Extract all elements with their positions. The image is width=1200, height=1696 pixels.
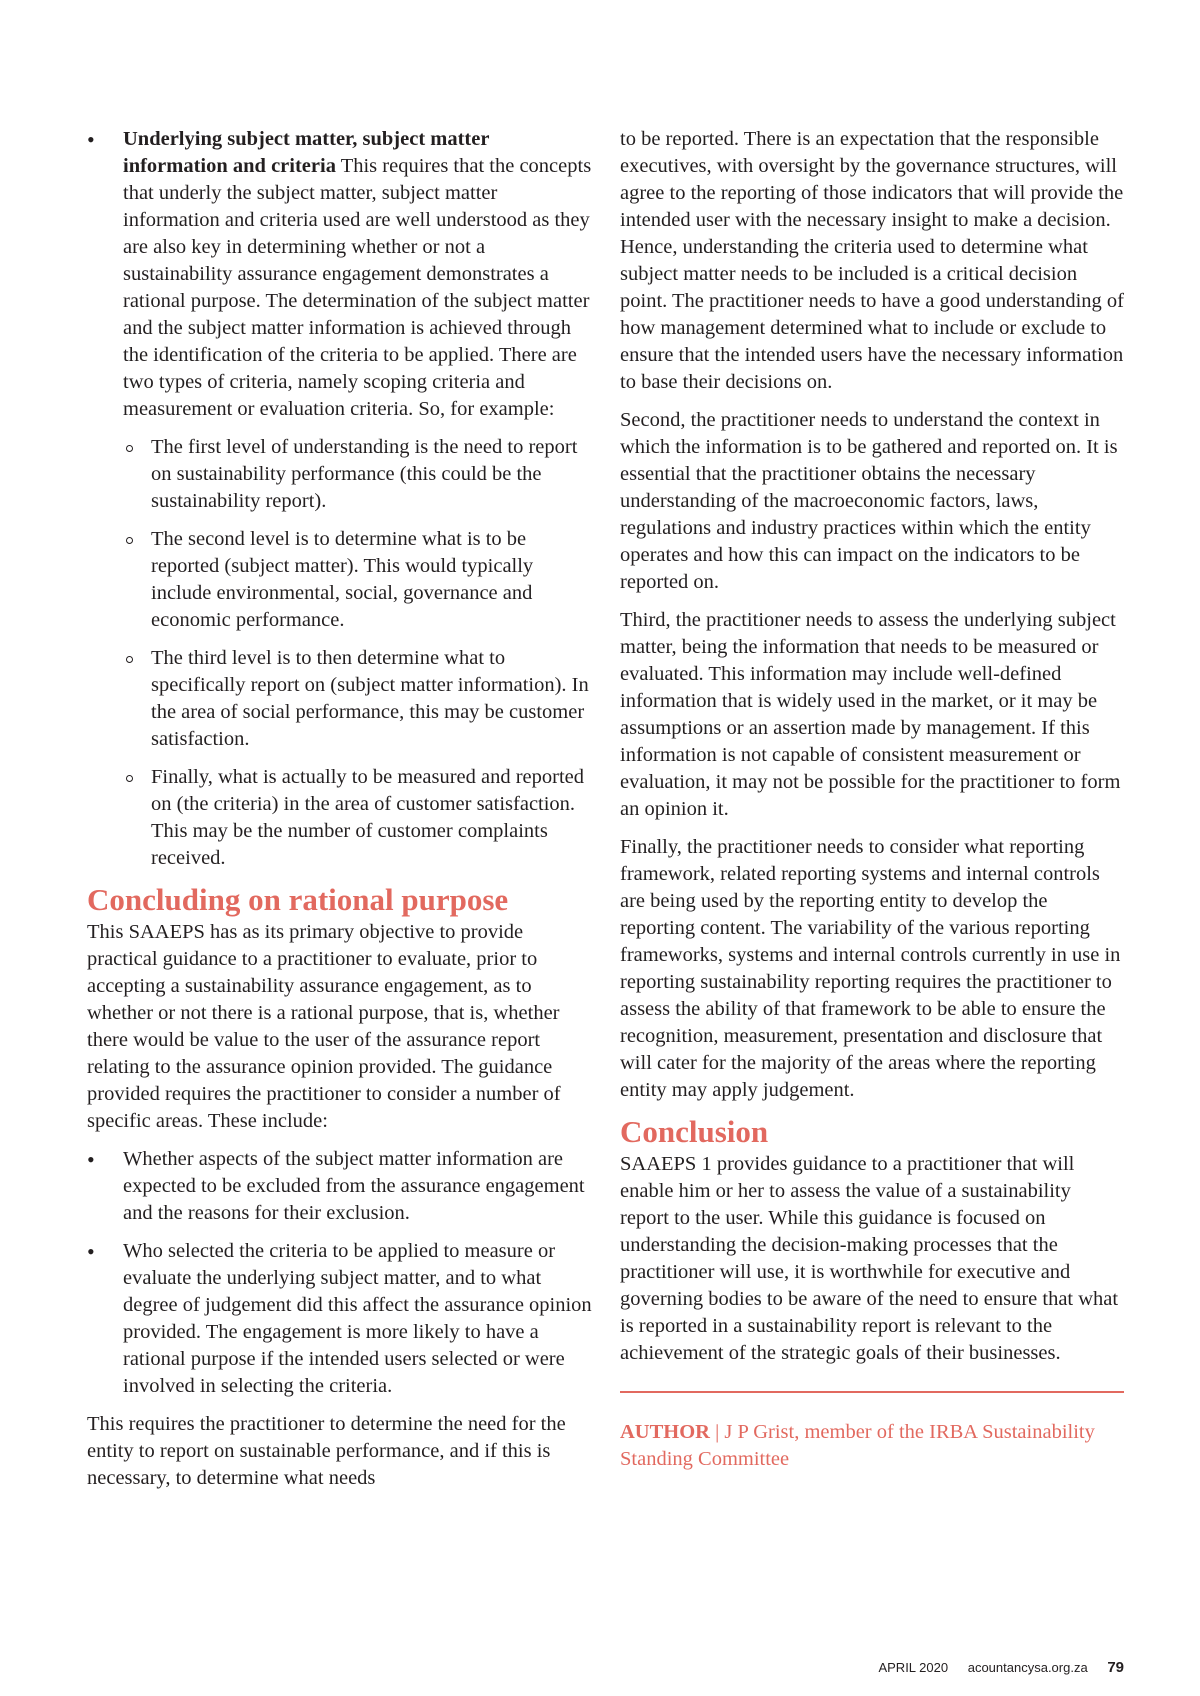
page-number: 79: [1107, 1659, 1124, 1676]
paragraph: Second, the practitioner needs to understand the context in which the information is to be gathered and reported on. It is essential that the practitioner obtains the necessary understanding of the macroeconomic factors, laws, regulations and industry practices within which the entity operates and how this can impact on the indicators to be reported on.: [620, 409, 1118, 593]
website-link[interactable]: acountancysa.org.za: [967, 1660, 1088, 1675]
paragraph: to be reported. There is an expectation that the responsible executives, with oversight by the governance structures, will agree to the reporting of those indicators that will provide the intended user with the necessary insight to make a decision. Hence, understanding the criteria used to determine what subject matter needs to be included is a critical decision point. The practitioner needs to have a good understanding of how management determined what to include or exclude to ensure that the intended users have the necessary information to base their decisions on.: [620, 128, 1125, 393]
sub-list-levels: [123, 434, 597, 872]
issue-date: APRIL 2020: [878, 1660, 949, 1675]
list-item: Finally, what is actually to be measured and reported on (the criteria) in the area of customer satisfaction. This may be the number of customer complaints received.: [123, 764, 597, 872]
right-column: [620, 126, 1124, 1473]
list-item: The first level of understanding is the need to report on sustainability performance (this could be the sustainability report).: [123, 434, 597, 515]
bullet-list-criteria: [87, 126, 597, 872]
paragraph: Third, the practitioner needs to assess the underlying subject matter, being the information that needs to be measured or evaluated. This information may include well-defined information that is widely used in the market, or it may be assumptions or an assertion made by management. If this information is not capable of consistent measurement or evaluation, it may not be possible for the practitioner to form an opinion it.: [620, 609, 1121, 820]
bullet-list-areas: [87, 1146, 597, 1400]
paragraph: Finally, the practitioner needs to consider what reporting framework, related reporting systems and internal controls are being used by the reporting entity to develop the reporting content. The variability of the various reporting frameworks, systems and internal controls currently in use in reporting sustainability reporting requires the practitioner to assess the ability of that framework to be able to ensure the recognition, measurement, presentation and disclosure that will cater for the majority of the areas where the reporting entity may apply judgement.: [620, 836, 1121, 1101]
list-item: • Whether aspects of the subject matter information are expected to be excluded from the assurance engagement and the reasons for their exclusion.: [87, 1146, 597, 1227]
paragraph: SAAEPS 1 provides guidance to a practitioner that will enable him or her to assess the value of a sustainability report to the user. While this guidance is focused on understanding the decision-making processes that the practitioner will use, it is worthwhile for executive and governing bodies to be aware of the need to ensure that what is reported in a sustainability report is relevant to the achievement of the strategic goals of their businesses.: [620, 1153, 1119, 1364]
author-separator: |: [709, 1421, 725, 1443]
bullet-lead: Underlying subject matter, subject matter information and criteria: [123, 128, 490, 177]
list-item: [87, 126, 597, 872]
paragraph: This requires the practitioner to determine the need for the entity to report on sustainable performance, and if this is necessary, to determine what needs: [87, 1413, 566, 1489]
list-item: • Who selected the criteria to be applied to measure or evaluate the underlying subject matter, and to what degree of judgement did this affect the assurance opinion provided. The engagement is more likely to have a rational purpose if the intended users selected or were involved in selecting the criteria.: [87, 1238, 597, 1400]
page-footer: [878, 1659, 1124, 1676]
bullet-text: This requires that the concepts that underly the subject matter, subject matter information and criteria used are well understood as they are also key in determining whether or not a sustainability assurance engagement demonstrates a rational purpose. The determination of the subject matter and the subject matter information is achieved through the identification of the criteria to be applied. There are two types of criteria, namely scoping criteria and measurement or evaluation criteria. So, for example:: [123, 155, 592, 420]
left-column: [87, 126, 597, 1503]
author-credit: [620, 1419, 1124, 1473]
divider: [620, 1391, 1124, 1393]
author-text: J P Grist, member of the IRBA Sustainability Standing Committee: [620, 1421, 1095, 1470]
section-heading: Conclusion: [620, 1114, 769, 1149]
section-heading: Concluding on rational purpose: [87, 882, 509, 917]
list-item: The third level is to then determine what to specifically report on (subject matter information). In the area of social performance, this may be customer satisfaction.: [123, 645, 597, 753]
paragraph: This SAAEPS has as its primary objective to provide practical guidance to a practitioner to evaluate, prior to accepting a sustainability assurance engagement, as to whether or not there is a rational purpose, that is, whether there would be value to the user of the assurance report relating to the assurance opinion provided. The guidance provided requires the practitioner to consider a number of specific areas. These include:: [87, 921, 561, 1132]
author-label: AUTHOR: [620, 1421, 710, 1443]
list-item: The second level is to determine what is to be reported (subject matter). This would typically include environmental, social, governance and economic performance.: [123, 526, 597, 634]
